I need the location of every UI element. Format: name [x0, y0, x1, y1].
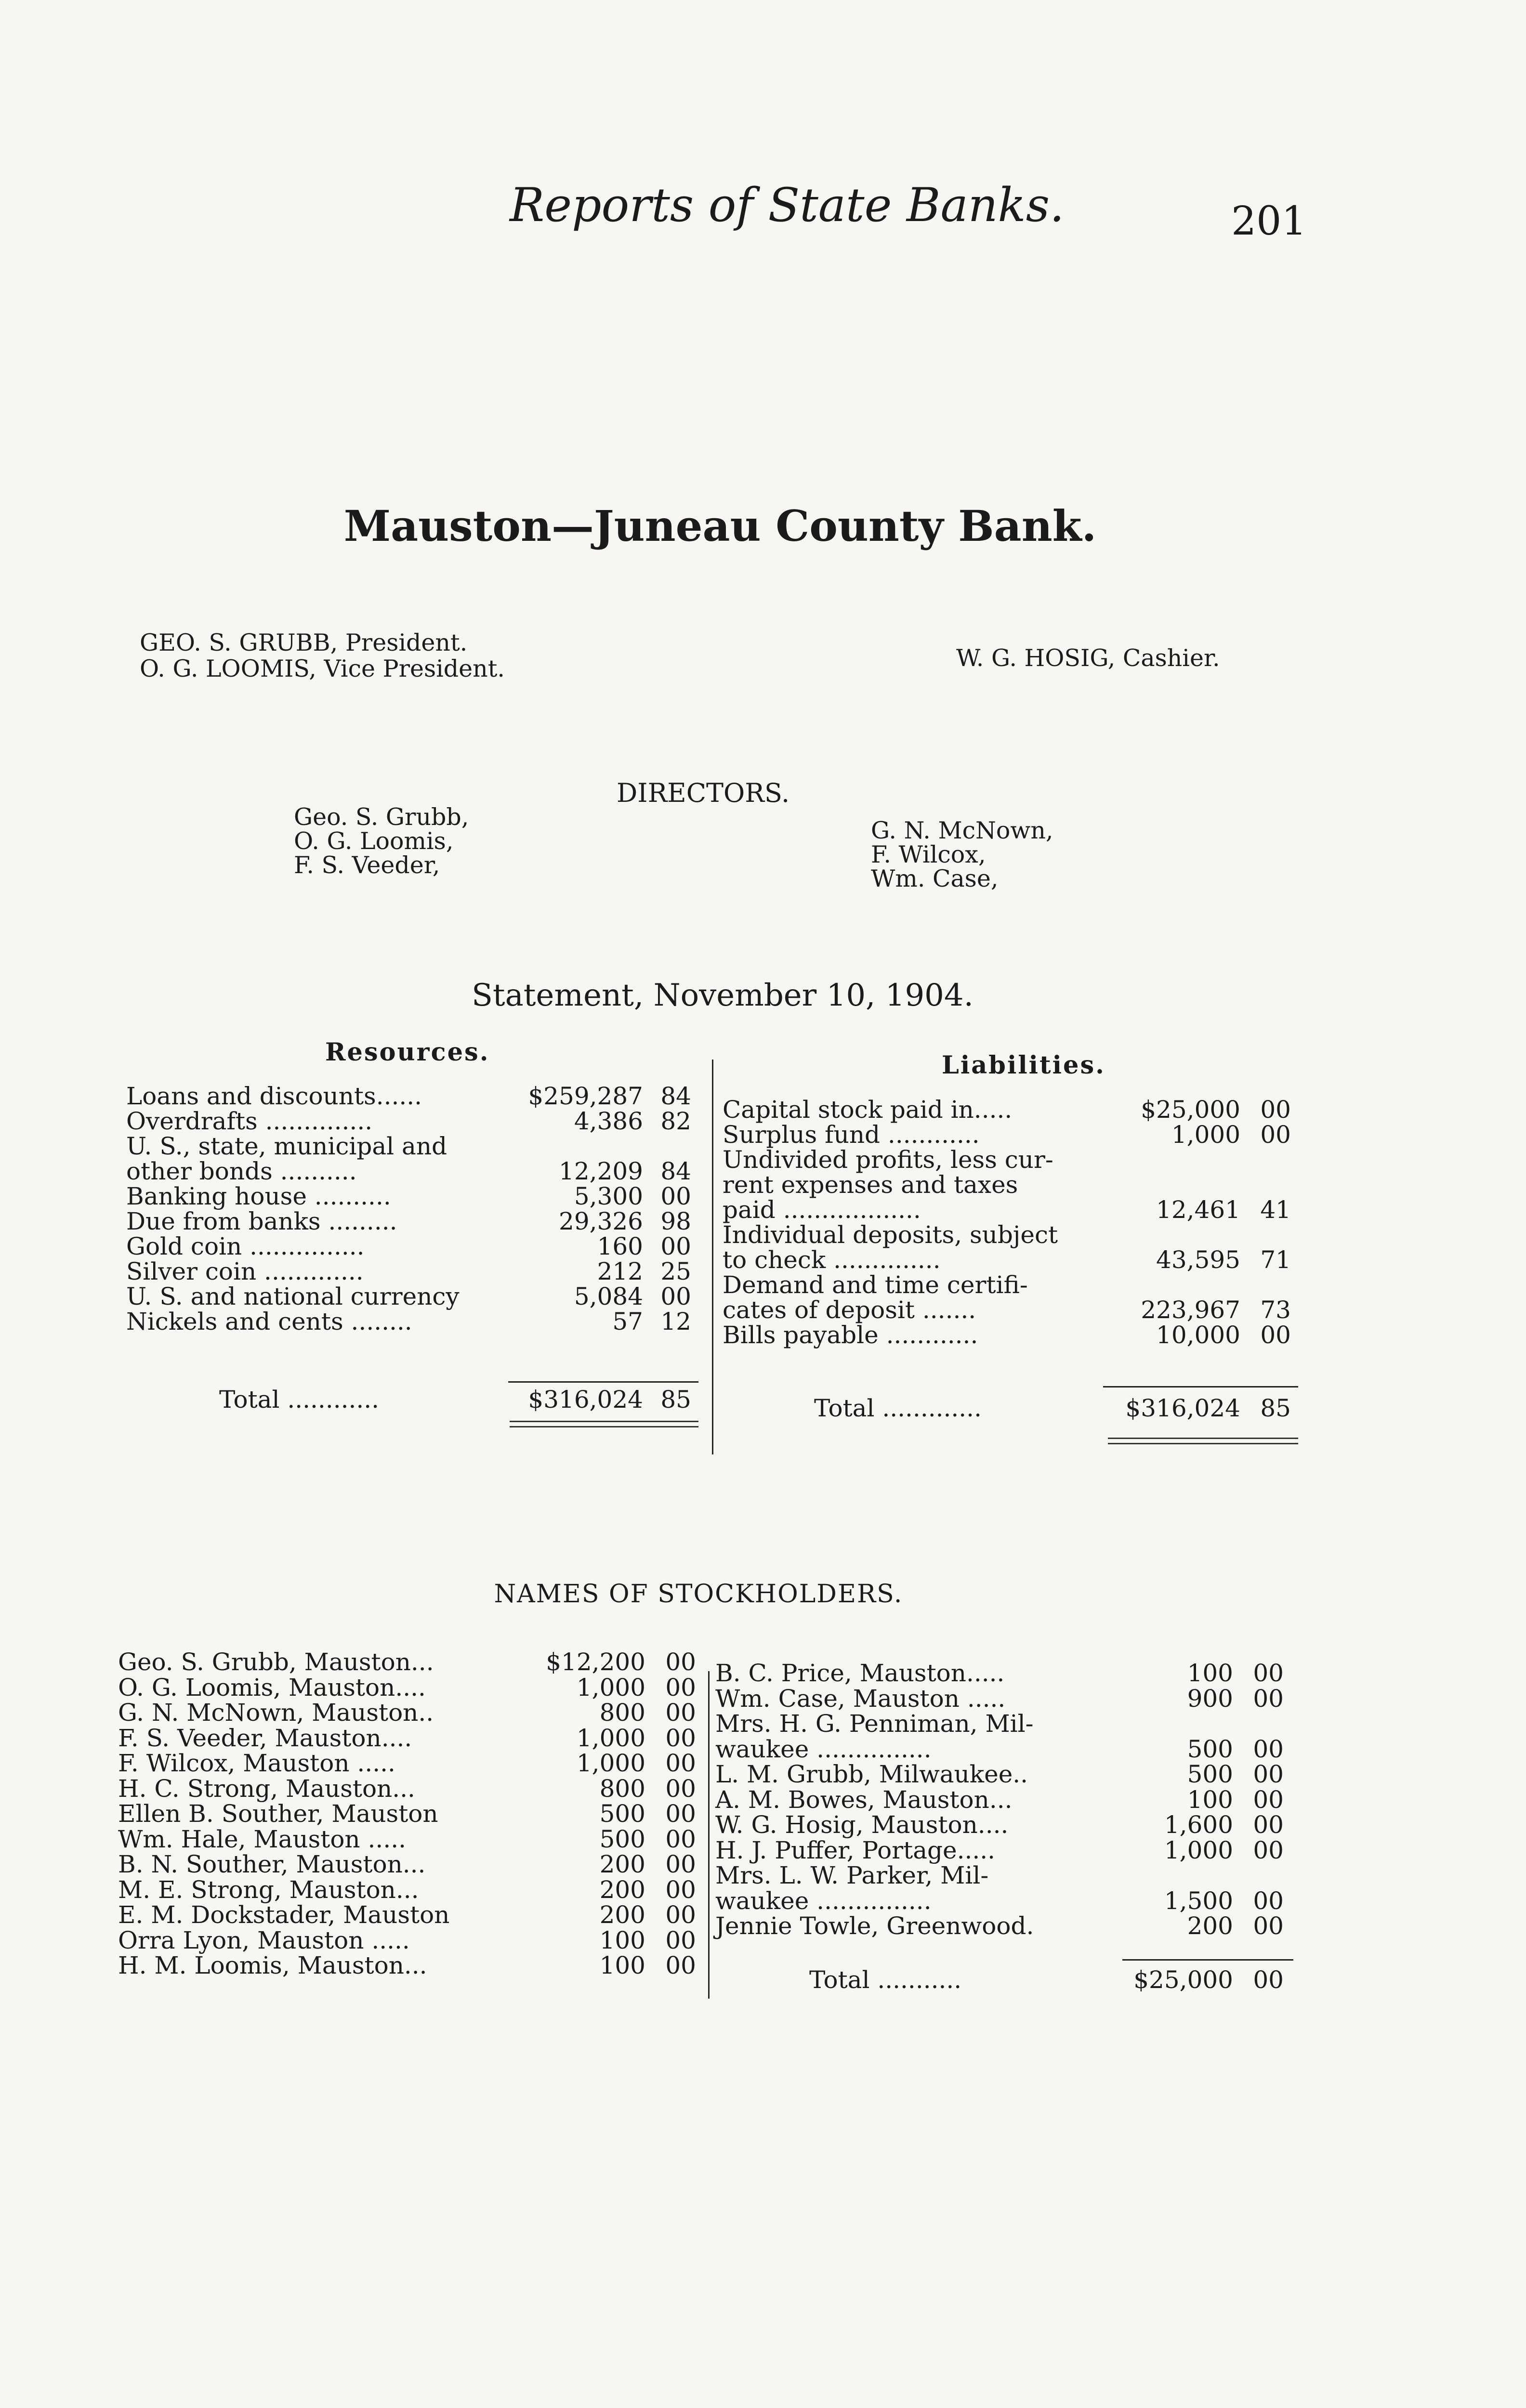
stockholder-row	[118, 1902, 706, 1928]
stockholder-row-label: H. J. Puffer, Portage.....	[715, 1836, 996, 1864]
resources-row-cents: 00	[660, 1283, 691, 1310]
stockholder-row-label: Wm. Hale, Mauston .....	[118, 1825, 406, 1853]
stockholder-row	[118, 1827, 706, 1852]
liabilities-row-cents: 41	[1260, 1196, 1291, 1224]
resources-total-double-rule	[510, 1421, 698, 1427]
stockholder-row-cents: 00	[665, 1825, 696, 1853]
stockholder-row-cents: 00	[665, 1951, 696, 1979]
resources-row-dollars: 4,386	[574, 1107, 643, 1135]
stockholder-row-cents: 00	[1253, 1836, 1284, 1864]
resources-row-dollars: 57	[612, 1308, 643, 1335]
stockholder-row	[715, 1787, 1298, 1813]
stockholder-row-dollars: 800	[599, 1699, 645, 1727]
stockholder-row-cents: 00	[665, 1850, 696, 1878]
resources-row-dollars: 29,326	[559, 1207, 643, 1235]
resources-row-label: Silver coin .............	[126, 1257, 364, 1285]
liabilities-row-label: Surplus fund ............	[723, 1121, 980, 1149]
stockholder-row-label: W. G. Hosig, Mauston....	[715, 1811, 1009, 1839]
resources-row	[126, 1184, 704, 1209]
stockholder-row-dollars: 100	[599, 1951, 645, 1979]
stockholder-row-label: Mrs. H. G. Penniman, Mil-	[715, 1710, 1034, 1738]
stockholder-row	[715, 1737, 1298, 1762]
director-name: O. G. Loomis,	[294, 827, 454, 855]
stockholder-row-cents: 00	[665, 1699, 696, 1727]
officer-cashier: W. G. HOSIG, Cashier.	[956, 644, 1220, 672]
director-name: Geo. S. Grubb,	[294, 803, 469, 831]
stockholder-row-cents: 00	[1253, 1912, 1284, 1940]
stockholder-row-cents: 00	[665, 1901, 696, 1929]
liabilities-row	[723, 1322, 1301, 1348]
stockholder-row-label: F. S. Veeder, Mauston....	[118, 1724, 412, 1752]
directors-heading: DIRECTORS.	[617, 778, 790, 808]
resources-row	[126, 1159, 704, 1184]
resources-row-label: Due from banks .........	[126, 1207, 397, 1235]
stockholder-row-label: O. G. Loomis, Mauston....	[118, 1673, 426, 1701]
liabilities-total-label: Total .............	[814, 1394, 982, 1422]
stockholder-row	[715, 1863, 1298, 1888]
stockholders-total-cents: 00	[1253, 1966, 1284, 1994]
liabilities-row-label: paid ..................	[723, 1196, 921, 1224]
stockholder-row-cents: 00	[665, 1800, 696, 1828]
liabilities-row-dollars: $25,000	[1141, 1096, 1240, 1124]
stockholder-row-cents: 00	[665, 1926, 696, 1954]
liabilities-row-dollars: 10,000	[1156, 1321, 1240, 1349]
running-title: Reports of State Banks.	[510, 178, 1065, 232]
liabilities-row-label: Undivided profits, less cur-	[723, 1146, 1053, 1174]
resources-row-dollars: $259,287	[528, 1082, 643, 1110]
stockholder-row-label: H. C. Strong, Mauston...	[118, 1774, 415, 1803]
stockholder-row-dollars: 200	[599, 1875, 645, 1904]
resources-row-label: other bonds ..........	[126, 1157, 357, 1185]
stockholder-row-label: waukee ...............	[715, 1886, 932, 1915]
liabilities-row-label: cates of deposit .......	[723, 1296, 976, 1324]
resources-row-cents: 25	[660, 1257, 691, 1285]
liabilities-row	[723, 1197, 1301, 1222]
liabilities-row-dollars: 43,595	[1156, 1246, 1240, 1274]
resources-row-dollars: 5,300	[574, 1182, 643, 1210]
stockholder-row	[118, 1852, 706, 1877]
resources-row-dollars: 12,209	[559, 1157, 643, 1185]
stockholder-row	[715, 1838, 1298, 1863]
resources-row-label: Banking house ..........	[126, 1182, 391, 1210]
resources-row-cents: 82	[660, 1107, 691, 1135]
liabilities-row-label: Demand and time certifi-	[723, 1271, 1028, 1299]
liabilities-row-dollars: 12,461	[1156, 1196, 1240, 1224]
liabilities-row-label: rent expenses and taxes	[723, 1171, 1018, 1199]
stockholder-row-cents: 00	[1253, 1760, 1284, 1788]
liabilities-row	[723, 1147, 1301, 1172]
resources-row	[126, 1234, 704, 1259]
resources-row	[126, 1109, 704, 1134]
liabilities-total-double-rule	[1108, 1438, 1298, 1444]
director-name: F. Wilcox,	[871, 841, 986, 868]
stockholder-row-dollars: 1,000	[576, 1673, 645, 1701]
resources-heading: Resources.	[325, 1038, 490, 1067]
stockholder-row-dollars: 500	[1187, 1760, 1233, 1788]
stockholder-row	[118, 1877, 706, 1903]
stockholder-row	[118, 1776, 706, 1802]
liabilities-row-dollars: 1,000	[1171, 1121, 1240, 1149]
resources-row	[126, 1209, 704, 1234]
stockholder-row-label: Ellen B. Souther, Mauston	[118, 1800, 438, 1828]
liabilities-row	[723, 1247, 1301, 1272]
resources-total-rule	[508, 1381, 698, 1383]
stockholder-row-label: E. M. Dockstader, Mauston	[118, 1901, 450, 1929]
stockholder-row-dollars: 900	[1187, 1684, 1233, 1713]
liabilities-row-cents: 73	[1260, 1296, 1291, 1324]
stockholder-row-dollars: 1,600	[1164, 1811, 1233, 1839]
stockholder-row-cents: 00	[665, 1774, 696, 1803]
stockholder-row-dollars: 800	[599, 1774, 645, 1803]
resources-row-label: Overdrafts ..............	[126, 1107, 373, 1135]
liabilities-row-label: Bills payable ............	[723, 1321, 978, 1349]
statement-column-divider	[712, 1060, 713, 1454]
liabilities-row-label: Capital stock paid in.....	[723, 1096, 1013, 1124]
liabilities-row-dollars: 223,967	[1141, 1296, 1240, 1324]
resources-row-label: Loans and discounts......	[126, 1082, 422, 1110]
liabilities-row	[723, 1097, 1301, 1122]
stockholders-column-divider	[708, 1671, 710, 1999]
stockholder-row	[118, 1953, 706, 1978]
stockholder-row	[118, 1801, 706, 1827]
stockholder-row	[715, 1812, 1298, 1838]
stockholder-row-dollars: 200	[599, 1850, 645, 1878]
resources-row	[126, 1259, 704, 1284]
stockholder-row-label: waukee ...............	[715, 1735, 932, 1763]
stockholder-row-dollars: 100	[1187, 1659, 1233, 1687]
statement-title: Statement, November 10, 1904.	[472, 978, 973, 1013]
stockholder-row-cents: 00	[665, 1749, 696, 1777]
stockholder-row	[715, 1762, 1298, 1787]
resources-row-dollars: 5,084	[574, 1283, 643, 1310]
liabilities-row-cents: 00	[1260, 1121, 1291, 1149]
stockholders-total-row	[809, 1967, 1296, 1996]
liabilities-heading: Liabilities.	[942, 1051, 1105, 1080]
resources-row-dollars: 160	[597, 1232, 643, 1260]
resources-row-dollars: 212	[597, 1257, 643, 1285]
stockholder-row-label: M. E. Strong, Mauston...	[118, 1875, 419, 1904]
stockholder-row-dollars: 1,500	[1164, 1886, 1233, 1915]
liabilities-row-cents: 71	[1260, 1246, 1291, 1274]
resources-row-label: Nickels and cents ........	[126, 1308, 412, 1335]
stockholder-row-cents: 00	[665, 1673, 696, 1701]
stockholder-row	[118, 1726, 706, 1751]
director-name: G. N. McNown,	[871, 817, 1053, 844]
stockholder-row-dollars: 1,000	[576, 1724, 645, 1752]
resources-row-cents: 84	[660, 1157, 691, 1185]
resources-row-label: U. S., state, municipal and	[126, 1132, 447, 1160]
resources-row-label: U. S. and national currency	[126, 1283, 460, 1310]
stockholder-row	[715, 1686, 1298, 1712]
stockholder-row	[118, 1751, 706, 1776]
stockholder-row-cents: 00	[665, 1875, 696, 1904]
stockholders-heading: NAMES OF STOCKHOLDERS.	[494, 1580, 903, 1609]
resources-total-cents: 85	[660, 1386, 691, 1413]
stockholder-row	[118, 1675, 706, 1701]
stockholder-row-dollars: 500	[599, 1800, 645, 1828]
stockholder-row-label: A. M. Bowes, Mauston...	[715, 1785, 1013, 1814]
stockholder-row-cents: 00	[1253, 1785, 1284, 1814]
stockholder-row	[715, 1913, 1298, 1939]
stockholder-row-label: B. N. Souther, Mauston...	[118, 1850, 426, 1878]
stockholder-row-cents: 00	[665, 1648, 696, 1676]
stockholder-row-label: B. C. Price, Mauston.....	[715, 1659, 1005, 1687]
stockholder-row-label: Jennie Towle, Greenwood.	[715, 1912, 1034, 1940]
stockholder-row-label: H. M. Loomis, Mauston...	[118, 1951, 427, 1979]
liabilities-total-cents: 85	[1260, 1394, 1291, 1422]
stockholder-row-cents: 00	[1253, 1811, 1284, 1839]
liabilities-total-rule	[1103, 1386, 1298, 1387]
liabilities-row-cents: 00	[1260, 1096, 1291, 1124]
resources-row-cents: 00	[660, 1182, 691, 1210]
stockholder-row	[118, 1649, 706, 1675]
resources-row	[126, 1284, 704, 1309]
director-name: F. S. Veeder,	[294, 851, 440, 879]
liabilities-row-label: to check ..............	[723, 1246, 941, 1274]
stockholder-row-cents: 00	[1253, 1684, 1284, 1713]
officer-president: GEO. S. GRUBB, President.	[140, 629, 468, 656]
director-name: Wm. Case,	[871, 865, 999, 892]
resources-row-cents: 98	[660, 1207, 691, 1235]
liabilities-row	[723, 1122, 1301, 1147]
officer-vice-president: O. G. LOOMIS, Vice President.	[140, 655, 505, 682]
liabilities-total-row	[814, 1396, 1301, 1425]
stockholder-row-label: G. N. McNown, Mauston..	[118, 1699, 434, 1727]
resources-row-label: Gold coin ...............	[126, 1232, 365, 1260]
liabilities-row-label: Individual deposits, subject	[723, 1221, 1058, 1249]
stockholders-total-rule	[1122, 1959, 1293, 1961]
stockholder-row-label: F. Wilcox, Mauston .....	[118, 1749, 395, 1777]
liabilities-row	[723, 1172, 1301, 1197]
stockholder-row-label: L. M. Grubb, Milwaukee..	[715, 1760, 1028, 1788]
liabilities-row	[723, 1222, 1301, 1247]
stockholder-row-dollars: 100	[599, 1926, 645, 1954]
stockholder-row-label: Wm. Case, Mauston .....	[715, 1684, 1006, 1713]
resources-row-cents: 00	[660, 1232, 691, 1260]
stockholder-row	[715, 1711, 1298, 1737]
bank-title: Mauston—Juneau County Bank.	[343, 501, 1097, 551]
resources-row	[126, 1084, 704, 1109]
stockholder-row-cents: 00	[1253, 1886, 1284, 1915]
stockholder-row-dollars: 1,000	[576, 1749, 645, 1777]
stockholder-row	[715, 1661, 1298, 1686]
resources-row-cents: 84	[660, 1082, 691, 1110]
resources-row	[126, 1134, 704, 1159]
resources-row	[126, 1309, 704, 1334]
resources-total-dollars: $316,024	[528, 1386, 643, 1413]
stockholder-row-dollars: 100	[1187, 1785, 1233, 1814]
stockholder-row	[118, 1700, 706, 1726]
stockholder-row-cents: 00	[1253, 1659, 1284, 1687]
page-number: 201	[1231, 198, 1307, 244]
stockholder-row	[715, 1888, 1298, 1914]
resources-total-row	[219, 1387, 701, 1416]
resources-total-label: Total ............	[219, 1386, 380, 1413]
stockholders-total-label: Total ...........	[809, 1966, 962, 1994]
stockholder-row	[118, 1928, 706, 1953]
stockholder-row-dollars: 500	[599, 1825, 645, 1853]
liabilities-total-dollars: $316,024	[1125, 1394, 1240, 1422]
stockholder-row-label: Geo. S. Grubb, Mauston...	[118, 1648, 434, 1676]
stockholder-row-dollars: $12,200	[546, 1648, 645, 1676]
liabilities-row-cents: 00	[1260, 1321, 1291, 1349]
liabilities-row	[723, 1297, 1301, 1322]
stockholder-row-dollars: 500	[1187, 1735, 1233, 1763]
resources-row-cents: 12	[660, 1308, 691, 1335]
liabilities-row	[723, 1272, 1301, 1297]
stockholder-row-cents: 00	[1253, 1735, 1284, 1763]
stockholder-row-dollars: 200	[599, 1901, 645, 1929]
stockholder-row-dollars: 1,000	[1164, 1836, 1233, 1864]
stockholder-row-label: Mrs. L. W. Parker, Mil-	[715, 1861, 989, 1889]
stockholder-row-label: Orra Lyon, Mauston .....	[118, 1926, 410, 1954]
stockholder-row-cents: 00	[665, 1724, 696, 1752]
stockholders-total-dollars: $25,000	[1133, 1966, 1233, 1994]
stockholder-row-dollars: 200	[1187, 1912, 1233, 1940]
